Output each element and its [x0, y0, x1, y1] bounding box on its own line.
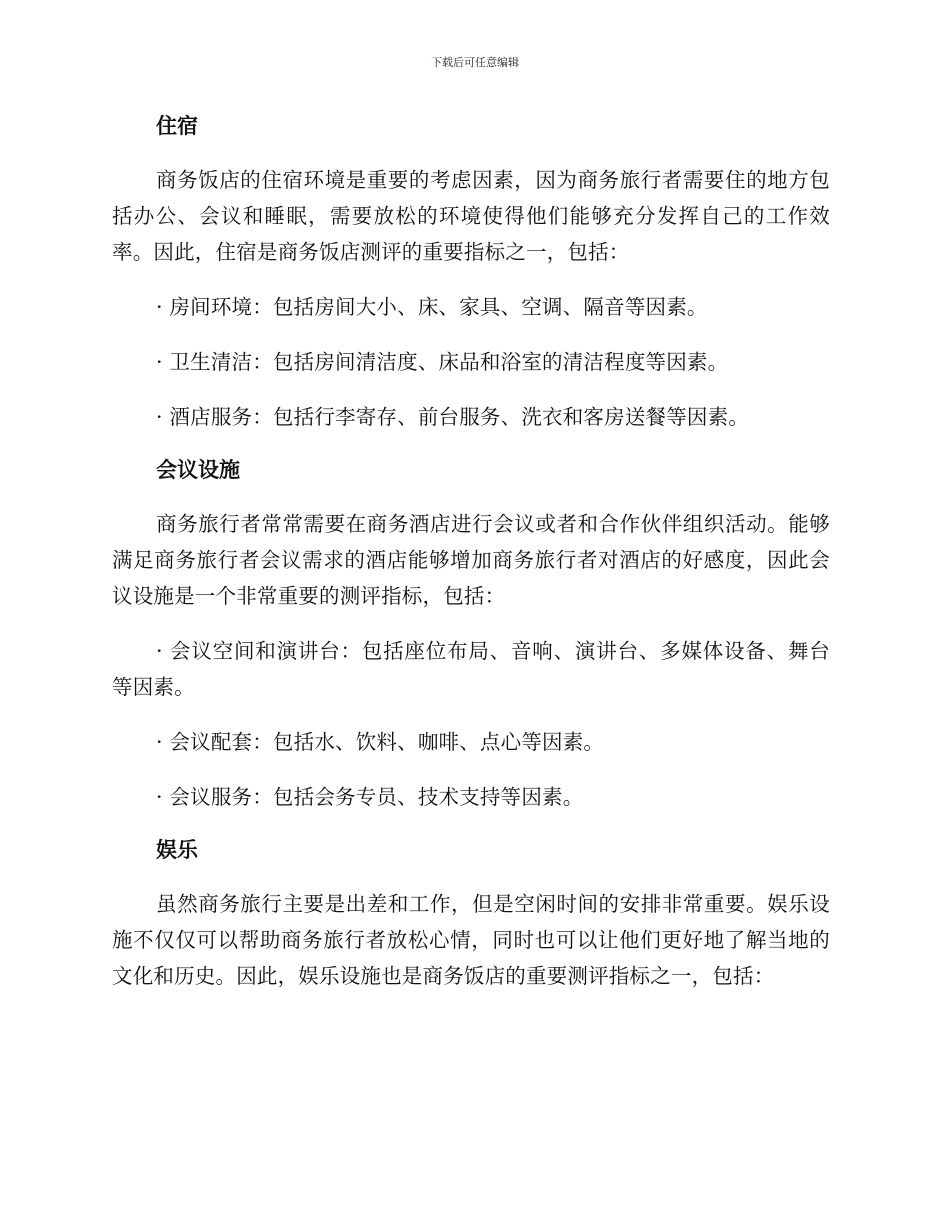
list-item: · 会议配套：包括水、饮料、咖啡、点心等因素。 [156, 730, 605, 754]
list-item: · 会议空间和演讲台：包括座位布局、音响、演讲台、多媒体设备、舞台等因素。 [112, 639, 830, 699]
section-paragraph: 商务饭店的住宿环境是重要的考虑因素，因为商务旅行者需要住的地方包括办公、会议和睡眠，需要放松的环境使得他们能够充分发挥自己的工作效率。因此，住宿是商务饭店测评的重要指标之一，包括： [112, 168, 830, 264]
list-item: · 酒店服务：包括行李寄存、前台服务、洗衣和客房送餐等因素。 [156, 405, 750, 429]
section-heading: 会议设施 [156, 458, 240, 482]
page-header: 下载后可任意编辑 [431, 56, 519, 69]
document-body [112, 110, 830, 1013]
section-meeting-facilities [112, 454, 830, 815]
section-heading: 娱乐 [156, 838, 198, 862]
section-heading: 住宿 [156, 114, 198, 138]
list-item: · 卫生清洁：包括房间清洁度、床品和浴室的清洁程度等因素。 [156, 350, 729, 374]
list-item: · 会议服务：包括会务专员、技术支持等因素。 [156, 785, 584, 809]
section-paragraph: 商务旅行者常常需要在商务酒店进行会议或者和合作伙伴组织活动。能够满足商务旅行者会议需求的酒店能够增加商务旅行者对酒店的好感度，因此会议设施是一个非常重要的测评指标，包括： [112, 512, 830, 608]
list-item: · 房间环境：包括房间大小、床、家具、空调、隔音等因素。 [156, 295, 708, 319]
section-accommodation [112, 110, 830, 435]
section-paragraph: 虽然商务旅行主要是出差和工作，但是空闲时间的安排非常重要。娱乐设施不仅仅可以帮助商务旅行者放松心情，同时也可以让他们更好地了解当地的文化和历史。因此，娱乐设施也是商务饭店的重要测评指标之一，包括： [112, 892, 830, 988]
section-entertainment [112, 834, 830, 994]
